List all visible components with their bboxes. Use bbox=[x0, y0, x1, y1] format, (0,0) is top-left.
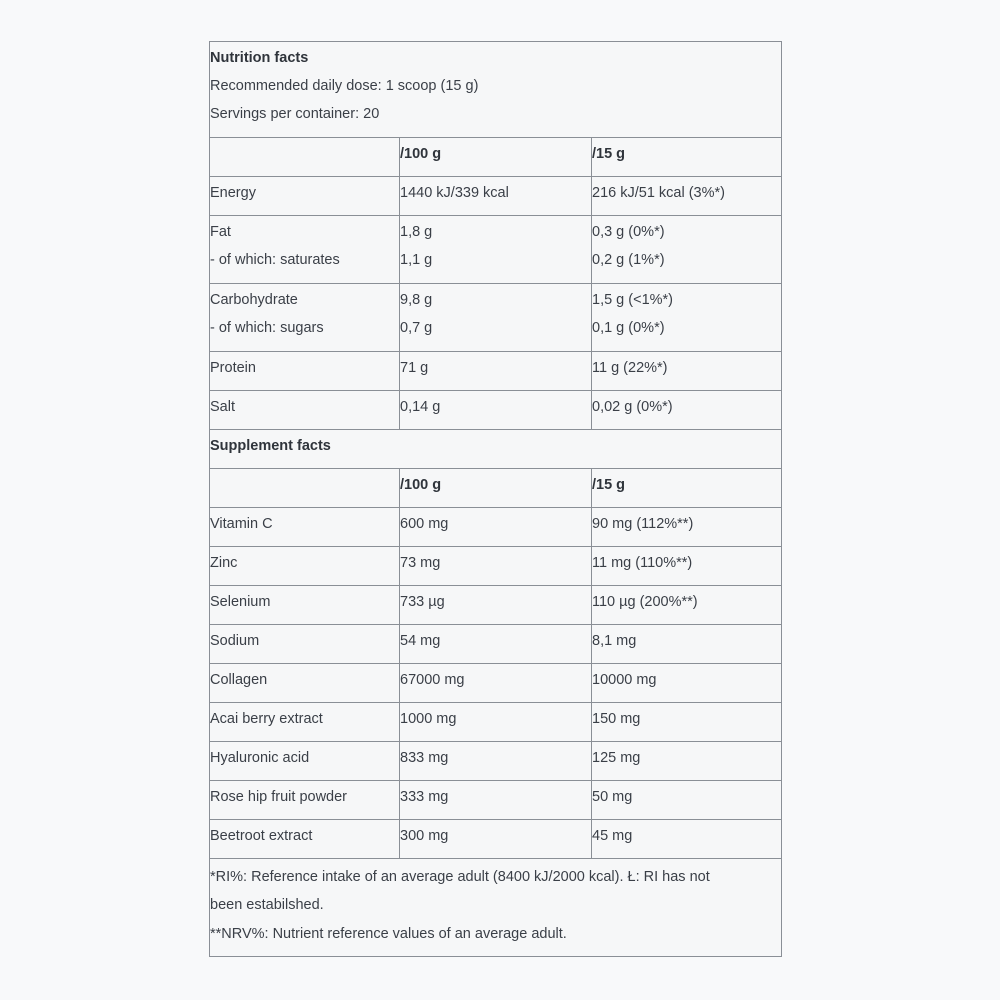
supplement-per100: 733 µg bbox=[400, 594, 445, 610]
supplement-perserving: 8,1 mg bbox=[592, 633, 637, 649]
supplement-perserving: 110 µg (200%**) bbox=[592, 594, 698, 610]
supplement-perserving: 90 mg (112%**) bbox=[592, 516, 694, 532]
nutrient-per100: 0,7 g bbox=[400, 320, 433, 336]
nutrient-name: - of which: saturates bbox=[210, 252, 340, 268]
nutrient-perserving: 216 kJ/51 kcal (3%*) bbox=[592, 185, 725, 201]
supplement-name: Acai berry extract bbox=[210, 711, 323, 727]
supplement-perserving: 11 mg (110%**) bbox=[592, 555, 693, 571]
nutrient-name: Salt bbox=[210, 399, 235, 415]
nutrition-panel bbox=[209, 41, 782, 957]
nutrient-perserving: 11 g (22%*) bbox=[592, 360, 668, 376]
supplement-per100: 73 mg bbox=[400, 555, 441, 571]
nutrient-perserving: 0,1 g (0%*) bbox=[592, 320, 665, 336]
supplement-title: Supplement facts bbox=[210, 438, 331, 454]
supplement-perserving: 10000 mg bbox=[592, 672, 657, 688]
nutrient-perserving: 0,2 g (1%*) bbox=[592, 252, 665, 268]
supplement-perserving: 45 mg bbox=[592, 828, 633, 844]
supplement-per100: 833 mg bbox=[400, 750, 449, 766]
supplement-name: Zinc bbox=[210, 555, 238, 571]
nutrient-perserving: 0,3 g (0%*) bbox=[592, 224, 665, 240]
supplement-name: Beetroot extract bbox=[210, 828, 313, 844]
supplement-name: Sodium bbox=[210, 633, 260, 649]
footnote-ri-continued: been estabilshed. bbox=[210, 897, 324, 913]
nutrient-name: - of which: sugars bbox=[210, 320, 324, 336]
nutrient-per100: 1440 kJ/339 kcal bbox=[400, 185, 509, 201]
supplement-per100: 1000 mg bbox=[400, 711, 457, 727]
nutrient-per100: 1,8 g bbox=[400, 224, 433, 240]
supplement-perserving: 150 mg bbox=[592, 711, 641, 727]
nutrient-per100: 0,14 g bbox=[400, 399, 441, 415]
supplement-name: Hyaluronic acid bbox=[210, 750, 310, 766]
nutrient-per100: 9,8 g bbox=[400, 292, 433, 308]
recommended-dose: Recommended daily dose: 1 scoop (15 g) bbox=[210, 78, 479, 94]
supplement-name: Collagen bbox=[210, 672, 268, 688]
supplement-name: Rose hip fruit powder bbox=[210, 789, 348, 805]
servings-per-container: Servings per container: 20 bbox=[210, 106, 380, 122]
nutrition-col-per100-header: /100 g bbox=[400, 146, 442, 162]
supplement-per100: 300 mg bbox=[400, 828, 449, 844]
nutrient-perserving: 1,5 g (<1%*) bbox=[592, 292, 674, 308]
nutrient-name: Fat bbox=[210, 224, 231, 240]
footnote-nrv: **NRV%: Nutrient reference values of an average adult. bbox=[210, 926, 567, 942]
supplement-per100: 600 mg bbox=[400, 516, 449, 532]
nutrition-title: Nutrition facts bbox=[210, 50, 309, 66]
nutrient-name: Energy bbox=[210, 185, 256, 201]
footnote-ri: *RI%: Reference intake of an average adult (8400 kJ/2000 kcal). Ł: RI has not bbox=[210, 869, 710, 885]
nutrient-name: Carbohydrate bbox=[210, 292, 298, 308]
nutrient-perserving: 0,02 g (0%*) bbox=[592, 399, 673, 415]
supplement-perserving: 50 mg bbox=[592, 789, 633, 805]
supplement-col-per100-header: /100 g bbox=[400, 477, 442, 493]
supplement-per100: 67000 mg bbox=[400, 672, 465, 688]
supplement-per100: 54 mg bbox=[400, 633, 441, 649]
nutrient-per100: 71 g bbox=[400, 360, 429, 376]
nutrient-per100: 1,1 g bbox=[400, 252, 433, 268]
supplement-per100: 333 mg bbox=[400, 789, 449, 805]
supplement-col-perserving-header: /15 g bbox=[592, 477, 626, 493]
supplement-name: Vitamin C bbox=[210, 516, 273, 532]
supplement-perserving: 125 mg bbox=[592, 750, 641, 766]
supplement-name: Selenium bbox=[210, 594, 271, 610]
nutrition-col-perserving-header: /15 g bbox=[592, 146, 626, 162]
nutrient-name: Protein bbox=[210, 360, 256, 376]
